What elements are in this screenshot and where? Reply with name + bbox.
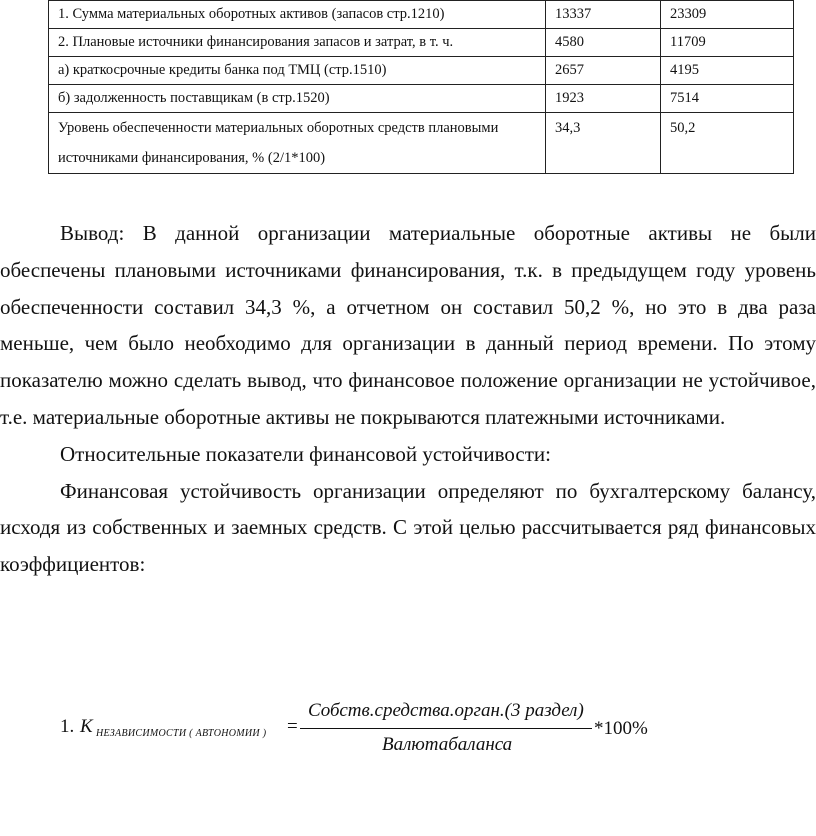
formula-denominator: Валютабаланса bbox=[382, 734, 513, 755]
row-label: 2. Плановые источники финансирования запасов и затрат, в т. ч. bbox=[49, 29, 546, 57]
formula-symbol: K bbox=[80, 716, 93, 737]
financing-table bbox=[48, 0, 794, 174]
value-curr: 11709 bbox=[661, 29, 794, 57]
formula-multiplier: *100% bbox=[594, 718, 648, 739]
formula-subscript: НЕЗАВИСИМОСТИ ( АВТОНОМИИ ) bbox=[96, 728, 267, 739]
formula-number: 1. bbox=[60, 716, 75, 737]
formula-equals: = bbox=[287, 716, 298, 737]
table-row bbox=[49, 1, 794, 29]
conclusion-paragraph: Вывод: В данной организации материальные оборотные активы не были обеспечены плановыми источниками финансирования, т.к. в предыдущем году уровень обеспеченности составил 34,3 %, а отчетном он составил 50,2 %, но это в два раза меньше, чем было необходимо для организации в данный период времени. По этому показателю можно сделать вывод, что финансовое положение организации не устойчивое, т.е. материальные оборотные активы не покрываются платежными источниками. bbox=[0, 221, 816, 429]
value-prev: 4580 bbox=[546, 29, 661, 57]
value-prev: 34,3 bbox=[546, 113, 661, 174]
value-prev: 2657 bbox=[546, 57, 661, 85]
table-row bbox=[49, 85, 794, 113]
value-curr: 23309 bbox=[661, 1, 794, 29]
table-row bbox=[49, 29, 794, 57]
row-label: а) краткосрочные кредиты банка под ТМЦ (стр.1510) bbox=[49, 57, 546, 85]
intro-paragraph: Финансовая устойчивость организации определяют по бухгалтерскому балансу, исходя из собственных и заемных средств. С этой целью рассчитывается ряд финансовых коэффициентов: bbox=[0, 478, 816, 577]
value-curr: 4195 bbox=[661, 57, 794, 85]
table-row bbox=[49, 57, 794, 85]
value-prev: 1923 bbox=[546, 85, 661, 113]
table-row bbox=[49, 113, 794, 174]
value-curr: 7514 bbox=[661, 85, 794, 113]
fraction-line bbox=[300, 728, 592, 729]
body-text bbox=[0, 215, 816, 583]
row-label: б) задолженность поставщикам (в стр.1520) bbox=[49, 85, 546, 113]
row-label: Уровень обеспеченности материальных оборотных средств плановыми источниками финансирования, % (2/1*100) bbox=[49, 113, 546, 174]
value-curr: 50,2 bbox=[661, 113, 794, 174]
value-prev: 13337 bbox=[546, 1, 661, 29]
formula-numerator: Собств.средства.орган.(3 раздел) bbox=[308, 700, 584, 721]
autonomy-formula bbox=[60, 700, 800, 760]
section-heading: Относительные показатели финансовой устойчивости: bbox=[60, 441, 551, 466]
row-label: 1. Сумма материальных оборотных активов (запасов стр.1210) bbox=[49, 1, 546, 29]
